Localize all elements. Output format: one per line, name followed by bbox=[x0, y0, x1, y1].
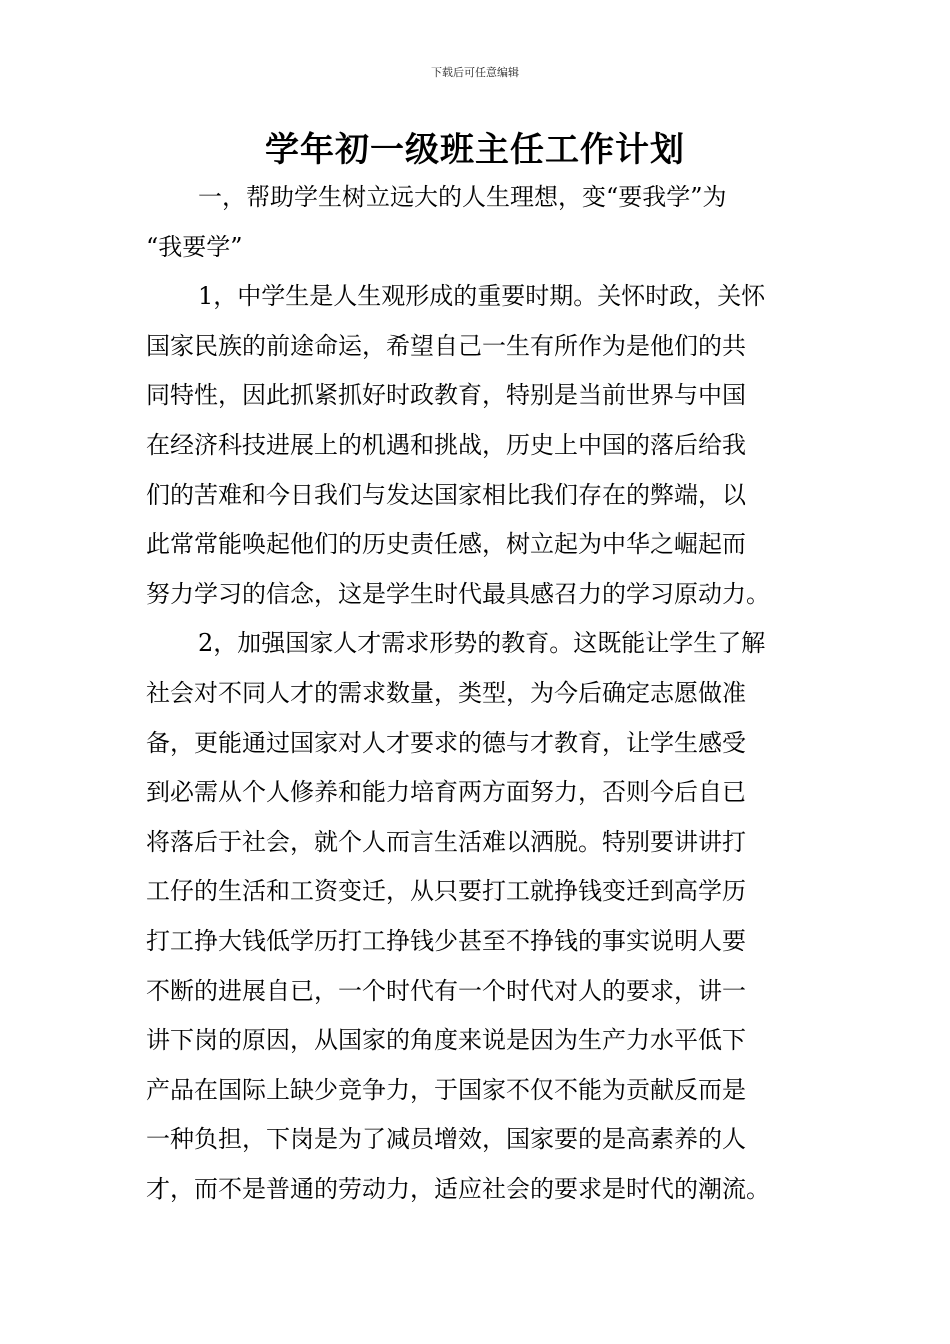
text-line: 才，而不是普通的劳动力，适应社会的要求是时代的潮流。 bbox=[146, 1174, 770, 1203]
text-line: 2，加强国家人才需求形势的教育。这既能让学生了解 bbox=[198, 629, 766, 658]
text-line: 一种负担，下岗是为了减员增效，国家要的是高素养的人 bbox=[146, 1125, 746, 1154]
text-line: 社会对不同人才的需求数量，类型，为今后确定志愿做准 bbox=[146, 678, 746, 707]
page-title: 学年初一级班主任工作计划 bbox=[265, 130, 685, 170]
text-line: “我要学” bbox=[146, 232, 243, 261]
text-line: 讲下岗的原因，从国家的角度来说是因为生产力水平低下 bbox=[146, 1026, 746, 1055]
text-line: 1，中学生是人生观形成的重要时期。关怀时政，关怀 bbox=[198, 282, 766, 311]
text-line: 工仔的生活和工资变迁，从只要打工就挣钱变迁到高学历 bbox=[146, 877, 746, 906]
text-line: 将落后于社会，就个人而言生活难以洒脱。特别要讲讲打 bbox=[146, 827, 746, 856]
text-line: 努力学习的信念，这是学生时代最具感召力的学习原动力。 bbox=[146, 579, 770, 608]
text-line: 到必需从个人修养和能力培育两方面努力，否则今后自已 bbox=[146, 778, 746, 807]
header-note: 下载后可任意编辑 bbox=[431, 66, 519, 79]
text-line: 们的苦难和今日我们与发达国家相比我们存在的弊端，以 bbox=[146, 480, 746, 509]
document-body bbox=[146, 173, 806, 1214]
text-line: 备，更能通过国家对人才要求的德与才教育，让学生感受 bbox=[146, 728, 746, 757]
text-line: 此常常能唤起他们的历史责任感，树立起为中华之崛起而 bbox=[146, 530, 746, 559]
text-line: 同特性，因此抓紧抓好时政教育，特别是当前世界与中国 bbox=[146, 381, 746, 410]
text-line: 国家民族的前途命运，希望自己一生有所作为是他们的共 bbox=[146, 331, 746, 360]
text-line: 不断的进展自已，一个时代有一个时代对人的要求，讲一 bbox=[146, 976, 746, 1005]
text-line: 在经济科技进展上的机遇和挑战，历史上中国的落后给我 bbox=[146, 430, 746, 459]
text-line: 产品在国际上缺少竞争力，于国家不仅不能为贡献反而是 bbox=[146, 1075, 746, 1104]
text-line: 打工挣大钱低学历打工挣钱少甚至不挣钱的事实说明人要 bbox=[146, 926, 746, 955]
text-line: 一，帮助学生树立远大的人生理想，变“要我学”为 bbox=[198, 183, 727, 211]
